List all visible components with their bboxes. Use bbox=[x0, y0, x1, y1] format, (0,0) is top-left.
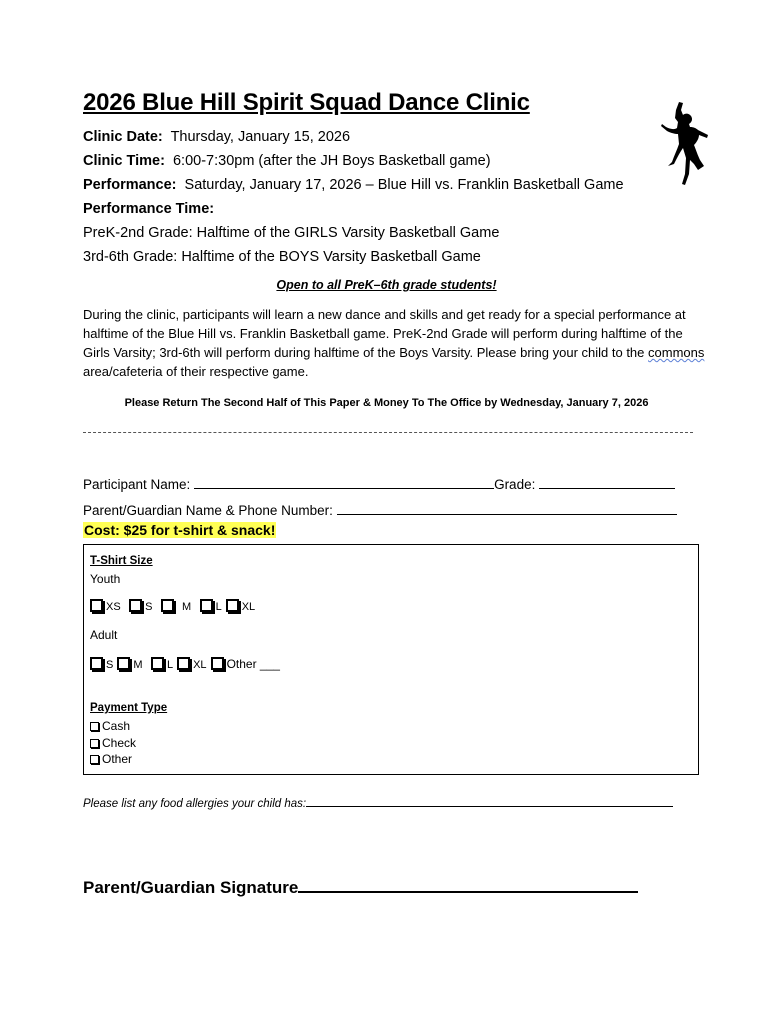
youth-m-checkbox[interactable] bbox=[161, 599, 174, 612]
parent-phone-field[interactable] bbox=[337, 502, 677, 515]
payment-cash-option[interactable] bbox=[90, 719, 130, 733]
youth-s-checkbox[interactable] bbox=[129, 599, 142, 612]
youth-xl-checkbox[interactable] bbox=[226, 599, 239, 612]
performance-label: Performance: bbox=[83, 177, 177, 193]
tshirt-size-header: T-Shirt Size bbox=[90, 555, 153, 567]
youth-xs-checkbox[interactable] bbox=[90, 599, 103, 612]
payment-check-checkbox[interactable] bbox=[90, 739, 99, 748]
youth-size-m: M bbox=[181, 601, 192, 613]
payment-check-label: Check bbox=[102, 736, 137, 750]
participant-row bbox=[83, 476, 675, 492]
adult-m-checkbox[interactable] bbox=[117, 657, 130, 670]
allergy-field[interactable] bbox=[306, 796, 673, 807]
payment-cash-label: Cash bbox=[102, 719, 131, 733]
adult-label: Adult bbox=[90, 628, 118, 642]
adult-size-s: S bbox=[106, 659, 114, 671]
performance bbox=[83, 177, 624, 193]
adult-other-checkbox[interactable] bbox=[211, 657, 224, 670]
parent-phone-label: Parent/Guardian Name & Phone Number: bbox=[83, 503, 333, 518]
adult-l-checkbox[interactable] bbox=[151, 657, 164, 670]
payment-cash-checkbox[interactable] bbox=[90, 722, 99, 731]
allergy-row bbox=[83, 796, 673, 810]
adult-size-m: M bbox=[133, 659, 143, 671]
adult-size-options bbox=[90, 655, 284, 673]
description-paragraph bbox=[83, 305, 713, 381]
adult-s-checkbox[interactable] bbox=[90, 657, 103, 670]
adult-size-xl: XL bbox=[193, 659, 207, 671]
payment-other-checkbox[interactable] bbox=[90, 755, 99, 764]
third-sixth-schedule: 3rd-6th Grade: Halftime of the BOYS Varsity Basketball Game bbox=[83, 249, 481, 265]
signature-row bbox=[83, 877, 638, 898]
description-part1: During the clinic, participants will learn a new dance and skills and get ready for a special performance at halftime of the Blue Hill vs. Franklin Basketball game. PreK-2nd Grade will perform during halftime of the Girls Varsity; 3rd-6th will perform during halftime of the Boys Varsity. Please bring your child to the bbox=[83, 307, 686, 360]
adult-xl-checkbox[interactable] bbox=[177, 657, 190, 670]
adult-size-l: L bbox=[166, 659, 174, 671]
open-to-notice: Open to all PreK–6th grade students! bbox=[276, 278, 497, 292]
youth-l-checkbox[interactable] bbox=[200, 599, 213, 612]
clinic-time-label: Clinic Time: bbox=[83, 153, 165, 169]
grade-label: Grade: bbox=[494, 477, 536, 492]
parent-phone-row bbox=[83, 502, 677, 518]
order-box bbox=[83, 544, 699, 775]
performance-time-label: Performance Time: bbox=[83, 201, 215, 217]
performance-value: Saturday, January 17, 2026 – Blue Hill vs. Franklin Basketball Game bbox=[184, 177, 624, 193]
clinic-date-value: Thursday, January 15, 2026 bbox=[170, 129, 351, 145]
clinic-date-label: Clinic Date: bbox=[83, 129, 163, 145]
page-title: 2026 Blue Hill Spirit Squad Dance Clinic bbox=[83, 89, 530, 116]
clinic-date bbox=[83, 129, 350, 145]
participant-name-field[interactable] bbox=[194, 476, 494, 489]
payment-other-label: Other bbox=[102, 752, 133, 766]
youth-size-options bbox=[90, 597, 259, 615]
adult-size-other: Other ___ bbox=[226, 657, 280, 671]
performance-time bbox=[83, 201, 214, 217]
cut-line-divider bbox=[83, 432, 693, 433]
cost-banner: Cost: $25 for t-shirt & snack! bbox=[84, 522, 276, 538]
signature-field[interactable] bbox=[298, 877, 638, 893]
youth-size-xl: XL bbox=[241, 601, 256, 613]
description-commons: commons bbox=[648, 345, 705, 360]
payment-other-option[interactable] bbox=[90, 752, 132, 766]
payment-type-header: Payment Type bbox=[90, 702, 168, 714]
grade-field[interactable] bbox=[539, 476, 675, 489]
payment-check-option[interactable] bbox=[90, 736, 136, 750]
youth-size-l: L bbox=[215, 601, 222, 613]
prek-schedule: PreK-2nd Grade: Halftime of the GIRLS Varsity Basketball Game bbox=[83, 225, 500, 241]
return-notice: Please Return The Second Half of This Paper & Money To The Office by Wednesday, January 7, 2026 bbox=[124, 397, 649, 409]
youth-label: Youth bbox=[90, 572, 121, 586]
signature-label: Parent/Guardian Signature bbox=[83, 878, 299, 897]
allergy-label: Please list any food allergies your child has: bbox=[83, 798, 307, 810]
participant-label: Participant Name: bbox=[83, 477, 191, 492]
youth-size-xs: XS bbox=[106, 601, 121, 613]
youth-size-s: S bbox=[145, 601, 153, 613]
description-part2: area/cafeteria of their respective game. bbox=[83, 364, 309, 379]
dancer-silhouette-icon bbox=[652, 100, 712, 190]
clinic-time-value: 6:00-7:30pm (after the JH Boys Basketball game) bbox=[172, 153, 491, 169]
clinic-time bbox=[83, 153, 491, 169]
